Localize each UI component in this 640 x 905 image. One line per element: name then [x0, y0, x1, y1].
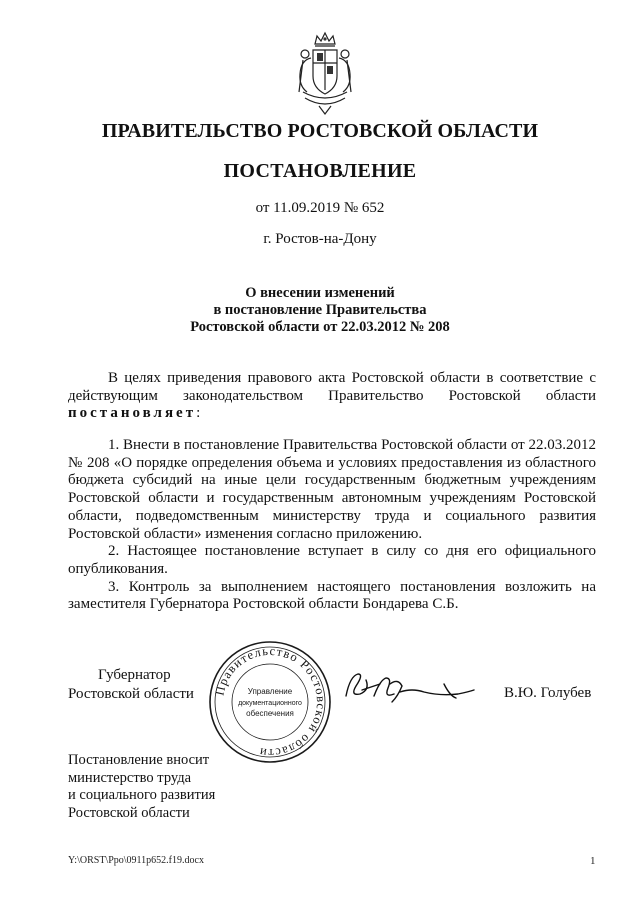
handwritten-signature: [340, 666, 480, 710]
seal-center-line: Управление: [247, 687, 293, 696]
coat-of-arms-icon: [293, 30, 357, 116]
resolution-item: 3. Контроль за выполнением настоящего постановления возложить на заместителя Губернатора Ростовской области Бондарева С.Б.: [68, 578, 596, 613]
official-seal: [208, 640, 332, 764]
page-number: 1: [590, 855, 596, 867]
document-city: г. Ростов-на-Дону: [263, 231, 377, 247]
footer-file-path: Y:\ORST\Ppo\0911p652.f19.docx: [68, 855, 204, 866]
subject-line: Ростовской области от 22.03.2012 № 208: [190, 319, 450, 335]
submitter-note: [68, 752, 215, 822]
subject-line: в постановление Правительства: [213, 302, 427, 318]
preamble: [68, 370, 596, 423]
submitter-line: Постановление вносит: [68, 752, 210, 768]
resolution-item: 1. Внести в постановление Правительства Ростовской области от 22.03.2012 № 208 «О порядке определения объема и условиях предоставления из областного бюджета субсидий на иные цели государственным бюджетным учреждениям Ростовской области и государственным автономным учреждениям Ростовской области, подведомственным министерству труда и социального развития Ростовской области» изменения согласно приложению.: [68, 437, 596, 542]
resolution-item: 2. Настоящее постановление вступает в силу со дня его официального опубликования.: [68, 543, 596, 577]
signatory-title-line: Губернатор: [98, 667, 171, 683]
submitter-line: Ростовской области: [68, 804, 190, 821]
document-subject: [0, 285, 640, 336]
document-date-number: от 11.09.2019 № 652: [255, 200, 385, 216]
submitter-line: и социального развития: [68, 787, 216, 804]
signatory-title: [68, 666, 194, 704]
submitter-line: министерство труда: [68, 769, 192, 786]
seal-center-line: документационного: [238, 700, 302, 707]
resolves-word: постановляет: [68, 405, 197, 422]
signatory-name: В.Ю. Голубев: [504, 685, 592, 701]
government-title: ПРАВИТЕЛЬСТВО РОСТОВСКОЙ ОБЛАСТИ: [101, 120, 539, 142]
preamble-text: В целях приведения правового акта Ростовской области в соответствие с действующим законодательством Правительство Ростовской области: [68, 370, 596, 404]
document-kind: ПОСТАНОВЛЕНИЕ: [223, 160, 417, 182]
resolution-items: [68, 437, 596, 614]
signatory-title-line: Ростовской области: [68, 686, 194, 702]
seal-center-line: обеспечения: [246, 709, 294, 718]
preamble-colon: :: [196, 405, 201, 422]
subject-line: О внесении изменений: [245, 285, 395, 301]
seal-ring-text: Правительство Ростовской области: [212, 643, 329, 761]
